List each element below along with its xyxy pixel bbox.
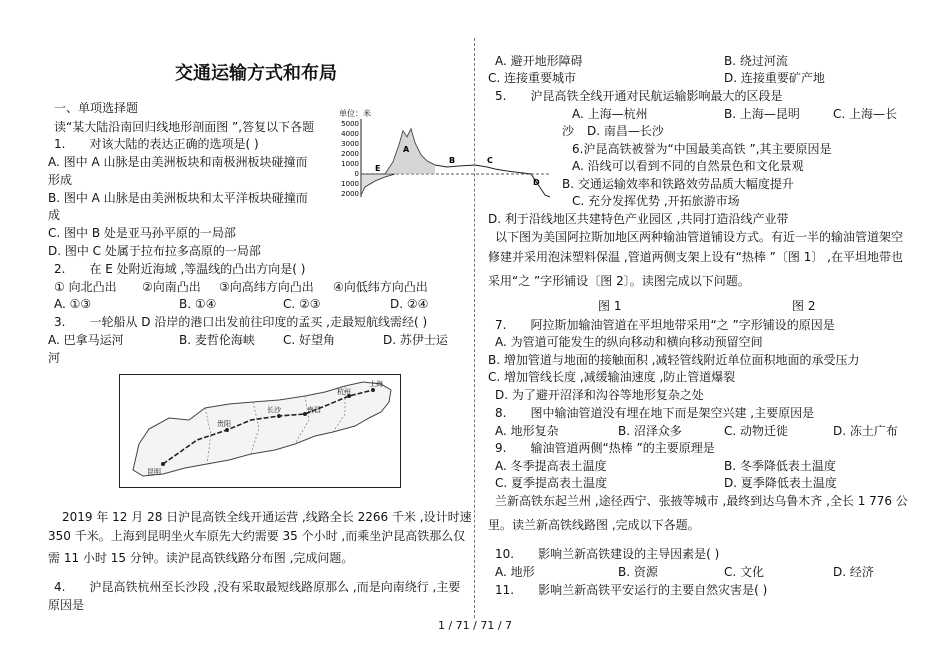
option-5d: D. 南昌—长沙	[587, 124, 664, 138]
option-1a: A. 图中 A 山脉是由美洲板块和南极洲板块碰撞而	[48, 155, 308, 169]
option-8a: A. 地形复杂	[495, 424, 559, 438]
option-7d: D. 为了避开沼泽和沟谷等地形复杂之处	[495, 388, 704, 402]
option-2d: D. ②④	[390, 297, 429, 311]
profile-unit-label: 单位：米	[339, 109, 371, 118]
intro-text: 读“某大陆沿南回归线地形剖面图 ”,答复以下各题	[54, 120, 315, 134]
railway-map-figure	[119, 374, 401, 488]
option-4b: B. 绕过河流	[724, 54, 788, 68]
city-dot-guiyang	[225, 428, 229, 432]
terrain-profile-figure	[335, 107, 555, 205]
mountain-a-fill	[385, 129, 435, 174]
page-title: 交通运输方式和布局	[175, 63, 337, 84]
paragraph-3-line-1: 兰新高铁东起兰州 ,途径西宁、张掖等城市 ,最终到达乌鲁木齐 ,全长 1 776 公	[495, 494, 908, 508]
label-d: D	[533, 178, 540, 187]
page-footer: 1 / 71 / 71 / 7	[437, 619, 513, 632]
question-4-wrap: 原因是	[48, 598, 85, 612]
option-7b: B. 增加管道与地面的接触面积 ,减轻管线附近单位面积地面的承受压力	[488, 353, 860, 367]
option-9a: A. 冬季提高表土温度	[495, 459, 607, 473]
question-9: 9. 输油管道两侧“热棒 ”的主要原理是	[495, 441, 715, 455]
paragraph-1-line-2: 350 千米。上海到昆明坐火车原先大约需要 35 个小时 ,而乘坐沪昆高铁那么仅	[48, 529, 466, 543]
tick-5000: 5000	[341, 120, 359, 128]
option-9b: B. 冬季降低表土温度	[724, 459, 836, 473]
tick-neg-1000: 1000	[341, 180, 359, 188]
q2-statement-3: ③向高纬方向凸出	[219, 280, 314, 294]
city-hangzhou: 杭州	[337, 388, 351, 396]
option-9d: D. 夏季降低表土温度	[724, 476, 837, 490]
option-2a: A. ①③	[54, 297, 92, 311]
question-2: 2. 在 E 处附近海域 ,等温线的凸出方向是( )	[54, 262, 306, 276]
q2-statement-1: ① 向北凸出	[54, 280, 117, 294]
option-8d: D. 冻土广布	[833, 424, 898, 438]
option-6d: D. 利于沿线地区共建特色产业园区 ,共同打造沿线产业带	[488, 212, 789, 226]
option-1b: B. 图中 A 山脉是由美洲板块和太平洋板块碰撞而	[48, 191, 308, 205]
question-5: 5. 沪昆高铁全线开通对民航运输影响最大的区段是	[495, 89, 783, 103]
figure-2-caption: 图 2	[792, 299, 816, 313]
tick-neg-2000: 2000	[341, 190, 359, 198]
option-8b: B. 沼泽众多	[618, 424, 682, 438]
tick-2000: 2000	[341, 150, 359, 158]
label-e: E	[375, 164, 381, 173]
label-c: C	[487, 156, 493, 165]
city-guiyang: 贵阳	[217, 420, 231, 428]
paragraph-1-line-3: 需 11 小时 15 分钟。读沪昆高铁线路分布图 ,完成问题。	[48, 551, 354, 565]
option-4c: C. 连接重要城市	[488, 71, 577, 85]
option-1d: D. 图中 C 处属于拉布拉多高原的一局部	[48, 244, 261, 258]
column-divider	[474, 38, 475, 618]
label-a: A	[403, 145, 410, 154]
question-7: 7. 阿拉斯加输油管道在平坦地带采用“之 ”字形铺设的原因是	[495, 318, 835, 332]
option-7a: A. 为管道可能发生的纵向移动和横向移动预留空间	[495, 335, 763, 349]
city-dot-shanghai	[371, 388, 375, 392]
city-dot-kunming	[161, 462, 165, 466]
option-5c: C. 上海—长	[833, 107, 898, 121]
option-8c: C. 动物迁徙	[724, 424, 789, 438]
paragraph-1-line-1: 2019 年 12 月 28 日沪昆高铁全线开通运营 ,线路全长 2266 千米 ,设计时速	[62, 510, 472, 524]
option-3c: C. 好望角	[283, 333, 336, 347]
option-4d: D. 连接重要矿产地	[724, 71, 825, 85]
option-9c: C. 夏季提高表土温度	[495, 476, 608, 490]
option-6a: A. 沿线可以看到不同的自然景色和文化景观	[572, 159, 804, 173]
city-kunming: 昆明	[147, 468, 161, 476]
q2-statement-2: ②向南凸出	[142, 280, 201, 294]
question-1: 1. 对该大陆的表达正确的选项是( )	[54, 137, 259, 151]
tick-0: 0	[354, 170, 359, 178]
option-3d: D. 苏伊士运	[383, 333, 448, 347]
option-10d: D. 经济	[833, 565, 874, 579]
option-4a: A. 避开地形障碍	[495, 54, 583, 68]
question-3: 3. 一轮船从 D 沿岸的港口出发前往印度的孟买 ,走最短航线需经( )	[54, 315, 428, 329]
option-10a: A. 地形	[495, 565, 535, 579]
paragraph-2-line-1: 以下图为美国阿拉斯加地区两种输油管道铺设方式。有近一半的输油管道架空	[495, 230, 904, 244]
option-10b: B. 资源	[618, 565, 658, 579]
section-heading: 一、单项选择题	[54, 101, 139, 115]
option-1b-wrap: 成	[48, 208, 61, 222]
q2-statement-4: ④向低纬方向凸出	[333, 280, 428, 294]
paragraph-2-line-2: 修建并采用泡沫塑料保温 ,管道两侧支架上设有“热棒 ”〔图 1〕 ,在平坦地带也	[488, 250, 903, 264]
question-8: 8. 图中输油管道没有埋在地下而是架空兴建 ,主要原因是	[495, 406, 815, 420]
option-10c: C. 文化	[724, 565, 765, 579]
option-6c: C. 充分发挥优势 ,开拓旅游市场	[572, 194, 740, 208]
ocean-floor	[361, 174, 395, 195]
paragraph-2-line-3: 采用“之 ”字形铺设〔图 2〕。读图完成以下问题。	[488, 274, 750, 288]
tick-4000: 4000	[341, 130, 359, 138]
city-dot-changsha	[277, 414, 281, 418]
option-5b: B. 上海—昆明	[724, 107, 800, 121]
option-5a: A. 上海—杭州	[572, 107, 648, 121]
option-3a: A. 巴拿马运河	[48, 333, 124, 347]
question-4: 4. 沪昆高铁杭州至长沙段 ,没有采取最短线路原那么 ,而是向南绕行 ,主要	[54, 580, 461, 594]
label-b: B	[449, 156, 456, 165]
city-nanchang: 南昌	[307, 406, 321, 414]
option-1a-wrap: 形成	[48, 173, 73, 187]
tick-1000: 1000	[341, 160, 359, 168]
option-2b: B. ①④	[179, 297, 217, 311]
option-3d-wrap: 河	[48, 351, 61, 365]
city-shanghai: 上海	[369, 380, 383, 388]
option-2c: C. ②③	[283, 297, 321, 311]
option-1c: C. 图中 B 处是亚马孙平原的一局部	[48, 226, 236, 240]
option-6b: B. 交通运输效率和铁路效劳品质大幅度提升	[562, 177, 794, 191]
option-7c: C. 增加管线长度 ,减缓输油速度 ,防止管道爆裂	[488, 370, 736, 384]
option-5c-wrap: 沙	[562, 124, 575, 138]
question-10: 10. 影响兰新高铁建设的主导因素是( )	[495, 547, 720, 561]
question-6: 6.沪昆高铁被誉为“中国最美高铁 ”,其主要原因是	[572, 142, 832, 156]
figure-1-caption: 图 1	[598, 299, 622, 313]
tick-3000: 3000	[341, 140, 359, 148]
city-changsha: 长沙	[267, 406, 281, 414]
paragraph-3-line-2: 里。读兰新高铁线路图 ,完成以下各题。	[488, 518, 700, 532]
question-11: 11. 影响兰新高铁平安运行的主要自然灾害是( )	[495, 583, 768, 597]
option-3b: B. 麦哲伦海峡	[179, 333, 255, 347]
